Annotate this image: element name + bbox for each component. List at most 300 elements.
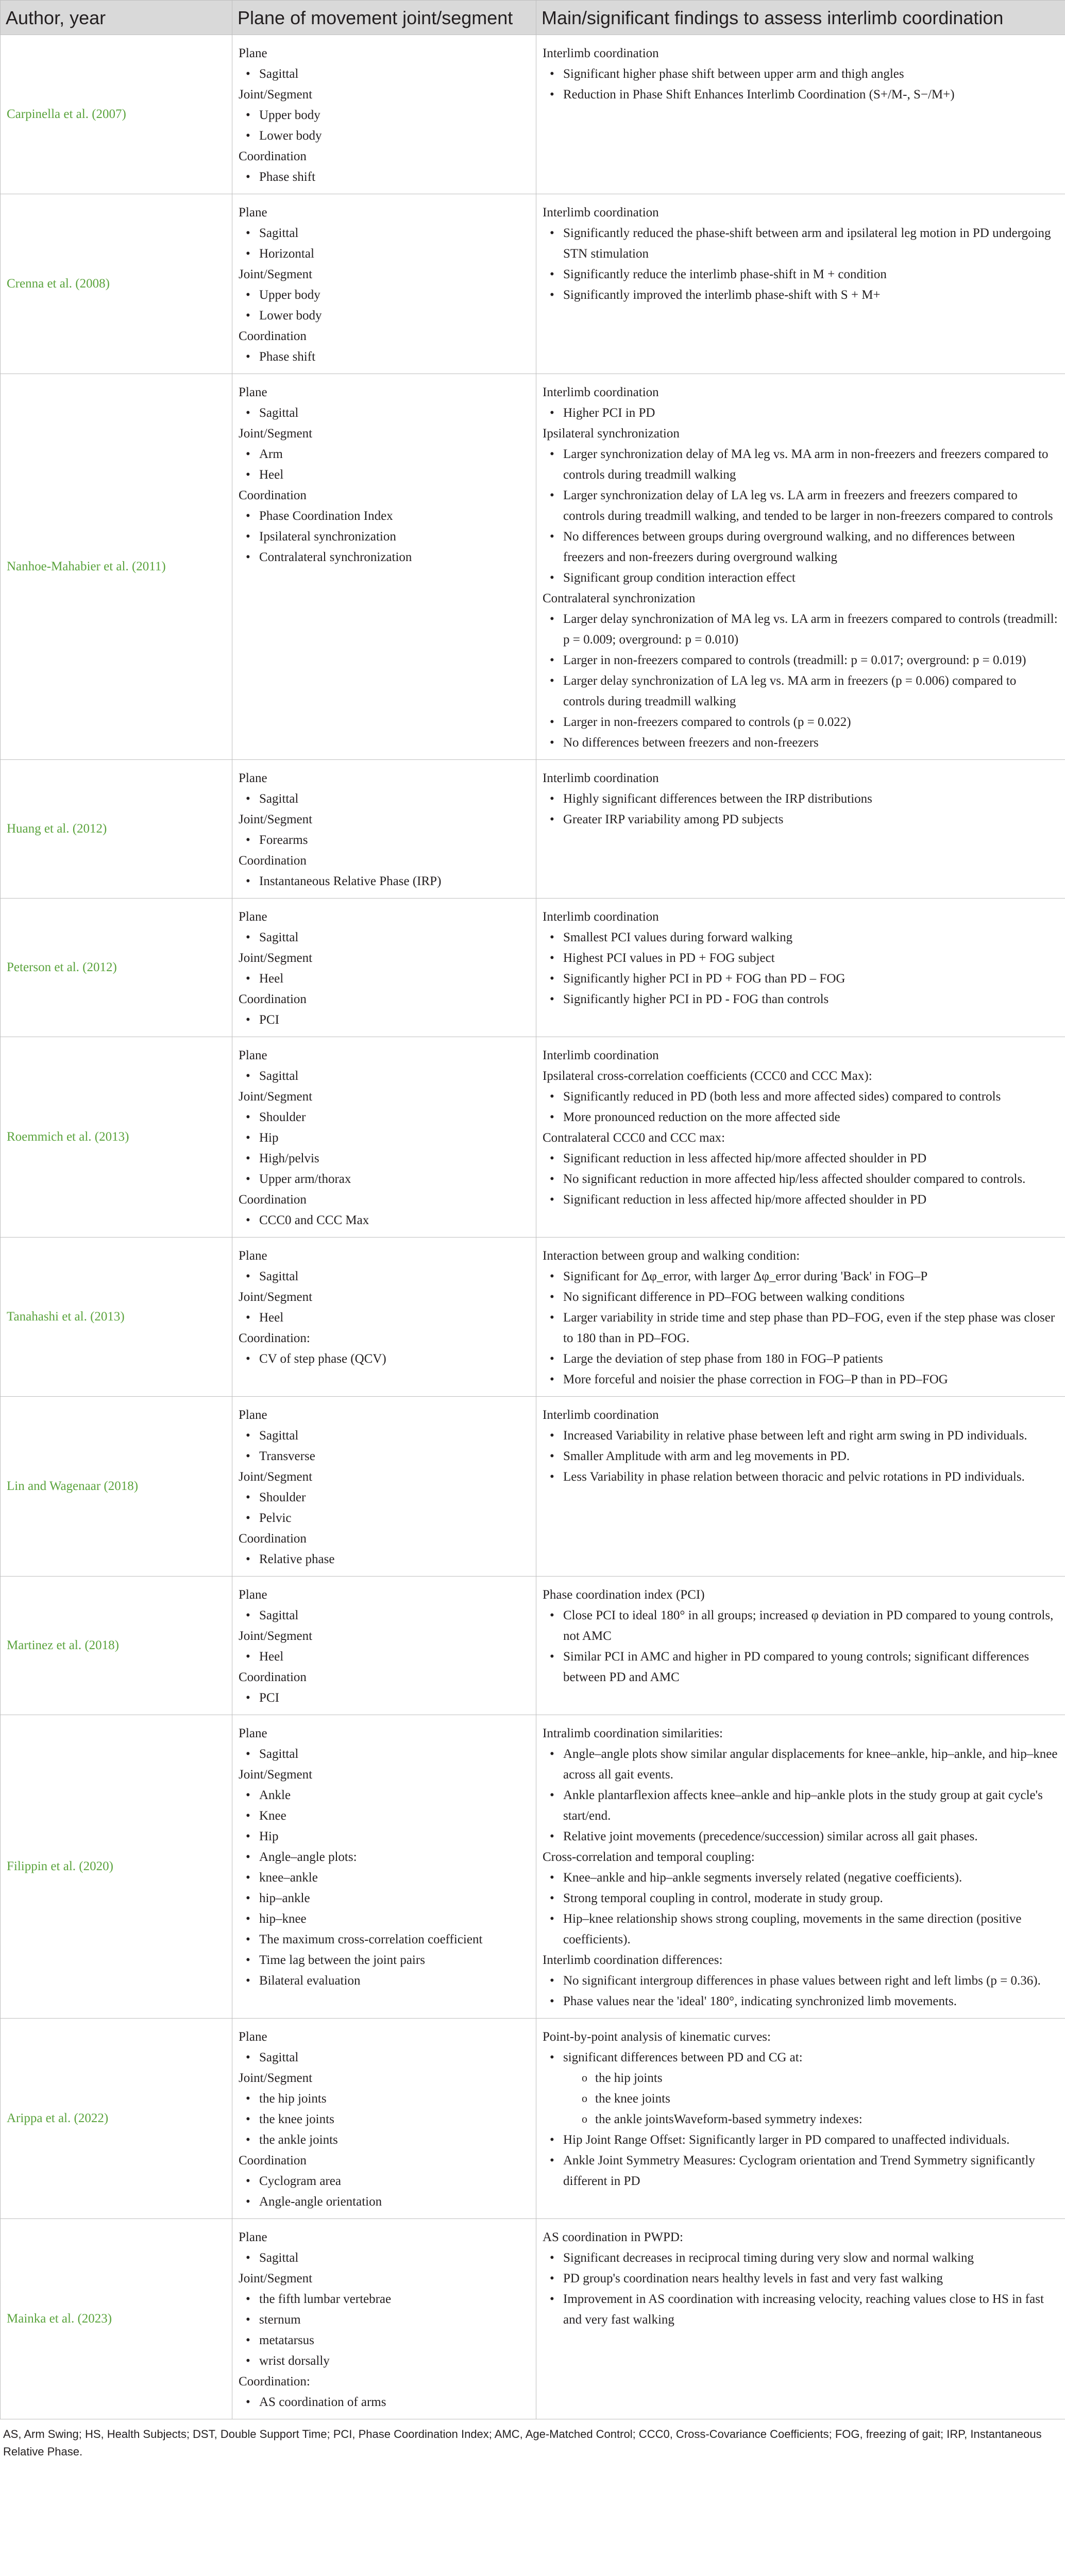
section-label <box>239 202 530 223</box>
list-item-text: • Significant group condition interaction effect <box>550 568 1059 588</box>
list-item-text: Coordination <box>239 854 307 868</box>
list-item-text: Joint/Segment <box>239 1629 313 1643</box>
list-item <box>239 1066 530 1087</box>
list-item <box>239 1107 530 1128</box>
section-label <box>239 1405 530 1426</box>
list-item-text: • Sagittal <box>246 403 530 423</box>
list-item-text: • Hip–knee relationship shows strong coupling, movements in the same direction (positive coefficients). <box>550 1909 1059 1950</box>
section-label <box>543 1723 1059 1744</box>
list-item <box>543 733 1059 753</box>
list-item <box>239 64 530 84</box>
list-item <box>543 927 1059 948</box>
section-label <box>543 2227 1059 2248</box>
section-label <box>239 1585 530 1605</box>
list-item-text: • Larger in non-freezers compared to controls (treadmill: p = 0.017; overground: p = 0.019) <box>550 650 1059 671</box>
list-item <box>543 84 1059 105</box>
list-item-text: • Upper arm/thorax <box>246 1169 530 1190</box>
list-item-text: Phase coordination index (PCI) <box>543 1588 705 1602</box>
list-item-text: • wrist dorsally <box>246 2351 530 2371</box>
findings-cell <box>536 374 1065 760</box>
plane-joint-cell <box>232 899 536 1037</box>
list-item-text: • the ankle joints <box>246 2130 530 2150</box>
list-item-text: • Contralateral synchronization <box>246 547 530 568</box>
list-item <box>239 223 530 244</box>
list-item-text: • Less Variability in phase relation between thoracic and pelvic rotations in PD individuals. <box>550 1467 1059 1487</box>
list-item <box>239 2248 530 2268</box>
list-item-text: • Phase values near the 'ideal' 180°, indicating synchronized limb movements. <box>550 1991 1059 2012</box>
list-item-text: Joint/Segment <box>239 1090 313 1104</box>
findings-cell <box>536 2019 1065 2219</box>
list-item <box>239 167 530 188</box>
list-item-text: • Ankle <box>246 1785 530 1806</box>
list-item <box>543 809 1059 830</box>
list-item <box>239 244 530 264</box>
sub-list-item <box>543 2089 1059 2109</box>
list-item <box>543 1266 1059 1287</box>
list-item <box>543 2150 1059 2192</box>
section-label <box>543 202 1059 223</box>
findings-cell <box>536 1715 1065 2019</box>
list-item-text: Cross-correlation and temporal coupling: <box>543 1850 755 1864</box>
list-item-text: Interlimb coordination <box>543 46 659 60</box>
list-item-text: Interlimb coordination <box>543 385 659 399</box>
list-item <box>239 2330 530 2351</box>
list-item-text: Joint/Segment <box>239 427 313 440</box>
list-item <box>239 2351 530 2371</box>
list-item-text: Plane <box>239 910 267 924</box>
plane-joint-cell <box>232 1715 536 2019</box>
list-item-text: • Angle–angle plots show similar angular displacements for knee–ankle, hip–ankle, and hip–knee across all gait events. <box>550 1744 1059 1785</box>
list-item <box>239 1888 530 1909</box>
list-item-text: • Lower body <box>246 306 530 326</box>
list-item-text: • Heel <box>246 1647 530 1667</box>
list-item-text: • Sagittal <box>246 1266 530 1287</box>
section-label <box>543 907 1059 927</box>
section-label <box>239 43 530 64</box>
list-item-text: • AS coordination of arms <box>246 2392 530 2413</box>
list-item-text: • Sagittal <box>246 1066 530 1087</box>
section-label <box>239 768 530 789</box>
list-item-text: Coordination <box>239 1670 307 1684</box>
list-item-text: • No significant intergroup differences in phase values between right and left limbs (p = 0.36). <box>550 1971 1059 1991</box>
list-item-text: • Ankle Joint Symmetry Measures: Cyclogram orientation and Trend Symmetry significantly different in PD <box>550 2150 1059 2192</box>
list-item <box>239 403 530 423</box>
section-label <box>239 2227 530 2248</box>
list-item <box>239 2192 530 2212</box>
list-item <box>239 2171 530 2192</box>
list-item <box>543 1647 1059 1688</box>
list-item-text: • knee–ankle <box>246 1868 530 1888</box>
list-item-text: • the fifth lumbar vertebrae <box>246 2289 530 2310</box>
list-item-text: • Reduction in Phase Shift Enhances Interlimb Coordination (S+/M-, S−/M+) <box>550 84 1059 105</box>
list-item-text: Joint/Segment <box>239 1290 313 1304</box>
list-item <box>543 1369 1059 1390</box>
section-label <box>239 264 530 285</box>
plane-joint-cell <box>232 2019 536 2219</box>
section-label <box>239 1529 530 1549</box>
list-item-text: • Significantly reduced in PD (both less and more affected sides) compared to controls <box>550 1087 1059 1107</box>
section-label <box>239 809 530 830</box>
list-item-text: • Forearms <box>246 830 530 851</box>
findings-cell <box>536 2219 1065 2419</box>
list-item-text: Joint/Segment <box>239 1768 313 1782</box>
list-item <box>239 105 530 126</box>
list-item <box>239 1210 530 1231</box>
author-year-cell[interactable]: Nanhoe-Mahabier et al. (2011) <box>1 374 232 760</box>
list-item-text: • PCI <box>246 1010 530 1030</box>
list-item-text: • the hip joints <box>246 2089 530 2109</box>
list-item-text: • Heel <box>246 465 530 485</box>
table-row <box>1 1238 1065 1397</box>
plane-joint-cell <box>232 1397 536 1577</box>
list-item <box>543 1826 1059 1847</box>
author-year-cell[interactable]: Carpinella et al. (2007) <box>1 35 232 194</box>
section-label <box>543 1950 1059 1971</box>
section-label <box>239 1246 530 1266</box>
list-item-text: • Strong temporal coupling in control, moderate in study group. <box>550 1888 1059 1909</box>
section-label <box>543 2027 1059 2047</box>
list-item-text: • Phase shift <box>246 167 530 188</box>
list-item-text: • Larger synchronization delay of LA leg vs. LA arm in freezers and freezers compared to controls during treadmill walking, and tended to be larger in non-freezers compared to controls <box>550 485 1059 527</box>
list-item-text: • Significant reduction in less affected hip/more affected shoulder in PD <box>550 1148 1059 1169</box>
findings-cell <box>536 1577 1065 1715</box>
list-item-text: • Larger in non-freezers compared to controls (p = 0.022) <box>550 712 1059 733</box>
list-item-text: • PD group's coordination nears healthy levels in fast and very fast walking <box>550 2268 1059 2289</box>
list-item-text: • Hip Joint Range Offset: Significantly larger in PD compared to unaffected individuals. <box>550 2130 1059 2150</box>
list-item <box>543 223 1059 264</box>
list-item <box>239 1128 530 1148</box>
list-item <box>543 1169 1059 1190</box>
header-author-year: Author, year <box>1 1 232 35</box>
table-row <box>1 2219 1065 2419</box>
list-item-text: • Smaller Amplitude with arm and leg movements in PD. <box>550 1446 1059 1467</box>
list-item-text: • metatarsus <box>246 2330 530 2351</box>
list-item-text: Coordination <box>239 1193 307 1207</box>
list-item-text: Plane <box>239 46 267 60</box>
list-item <box>239 2089 530 2109</box>
list-item <box>543 1467 1059 1487</box>
list-item-text: Contralateral synchronization <box>543 591 696 605</box>
list-item <box>239 1847 530 1868</box>
list-item-text: • Sagittal <box>246 789 530 809</box>
list-item <box>543 1991 1059 2012</box>
section-label <box>543 43 1059 64</box>
list-item-text: • Sagittal <box>246 223 530 244</box>
section-label <box>239 1287 530 1308</box>
list-item-text: Joint/Segment <box>239 267 313 281</box>
table-footnote: AS, Arm Swing; HS, Health Subjects; DST, Double Support Time; PCI, Phase Coordination Index; AMC, Age-Matched Control; CCC0, Cross-Covariance Coefficients; FOG, freezing of gait; IRP, Instantaneous Relative Phase. <box>3 2428 1042 2458</box>
list-item-text: • The maximum cross-correlation coefficient <box>246 1929 530 1950</box>
list-item-text: Interlimb coordination <box>543 1048 659 1062</box>
list-item-text: • Highest PCI values in PD + FOG subject <box>550 948 1059 969</box>
list-item <box>239 1426 530 1446</box>
author-year-cell[interactable]: Roemmich et al. (2013) <box>1 1037 232 1238</box>
section-label <box>239 1087 530 1107</box>
sub-list-item <box>543 2109 1059 2130</box>
list-item-text: • Sagittal <box>246 2248 530 2268</box>
plane-joint-cell <box>232 374 536 760</box>
list-item-text: • Increased Variability in relative phase between left and right arm swing in PD individuals. <box>550 1426 1059 1446</box>
list-item-text: Joint/Segment <box>239 1470 313 1484</box>
list-item-text: • Significantly reduce the interlimb phase-shift in M + condition <box>550 264 1059 285</box>
list-item <box>543 1744 1059 1785</box>
table-row <box>1 1715 1065 2019</box>
plane-joint-cell <box>232 1238 536 1397</box>
list-item-text: Plane <box>239 385 267 399</box>
list-item-text: • High/pelvis <box>246 1148 530 1169</box>
list-item-text: • Highly significant differences between the IRP distributions <box>550 789 1059 809</box>
author-year-cell[interactable]: Peterson et al. (2012) <box>1 899 232 1037</box>
section-label <box>543 588 1059 609</box>
list-item-text: • Improvement in AS coordination with increasing velocity, reaching values close to HS in fast and very fast walking <box>550 2289 1059 2330</box>
findings-cell <box>536 1037 1065 1238</box>
list-item-text: • CV of step phase (QCV) <box>246 1349 530 1369</box>
list-item-text: • Horizontal <box>246 244 530 264</box>
table-row <box>1 194 1065 374</box>
list-item <box>543 1107 1059 1128</box>
list-item-text: Coordination <box>239 488 307 502</box>
author-year-cell[interactable]: Tanahashi et al. (2013) <box>1 1238 232 1397</box>
list-item <box>239 547 530 568</box>
section-label <box>239 485 530 506</box>
list-item-text: Plane <box>239 1726 267 1740</box>
list-item-text: Joint/Segment <box>239 2071 313 2085</box>
list-item-text: • Knee–ankle and hip–ankle segments inversely related (negative coefficients). <box>550 1868 1059 1888</box>
list-item-text: • Large the deviation of step phase from 180 in FOG–P patients <box>550 1349 1059 1369</box>
section-label <box>239 2371 530 2392</box>
table-row <box>1 374 1065 760</box>
list-item-text: Intralimb coordination similarities: <box>543 1726 723 1740</box>
list-item <box>543 1308 1059 1349</box>
list-item <box>239 1868 530 1888</box>
list-item-text: • Shoulder <box>246 1107 530 1128</box>
section-label <box>543 1585 1059 1605</box>
list-item-text: • Greater IRP variability among PD subjects <box>550 809 1059 830</box>
list-item-text: • Phase shift <box>246 347 530 367</box>
list-item <box>543 444 1059 485</box>
findings-cell <box>536 194 1065 374</box>
list-item-text: Interlimb coordination differences: <box>543 1953 723 1967</box>
author-year-cell[interactable]: Mainka et al. (2023) <box>1 2219 232 2419</box>
section-label <box>239 382 530 403</box>
list-item-text: Plane <box>239 1408 267 1422</box>
list-item <box>239 126 530 146</box>
list-item <box>239 1806 530 1826</box>
list-item <box>543 1446 1059 1467</box>
list-item-text: Coordination: <box>239 2375 310 2388</box>
list-item-text: • Relative joint movements (precedence/succession) similar across all gait phases. <box>550 1826 1059 1847</box>
list-item <box>543 285 1059 306</box>
list-item-text: • CCC0 and CCC Max <box>246 1210 530 1231</box>
plane-joint-cell <box>232 760 536 899</box>
list-item-text: • No differences between freezers and non-freezers <box>550 733 1059 753</box>
list-item <box>239 527 530 547</box>
list-item <box>239 2047 530 2068</box>
list-item <box>543 264 1059 285</box>
list-item <box>543 2047 1059 2068</box>
section-label <box>239 146 530 167</box>
list-item-text: • Heel <box>246 969 530 989</box>
plane-joint-cell <box>232 194 536 374</box>
section-label <box>543 1405 1059 1426</box>
list-item-text: • Angle-angle orientation <box>246 2192 530 2212</box>
list-item-text: • Sagittal <box>246 927 530 948</box>
list-item <box>239 347 530 367</box>
section-label <box>239 1190 530 1210</box>
section-label <box>543 768 1059 789</box>
section-label <box>239 2068 530 2089</box>
section-label <box>543 1066 1059 1087</box>
list-item <box>239 1010 530 1030</box>
section-label <box>543 382 1059 403</box>
list-item <box>239 1508 530 1529</box>
list-item <box>239 1909 530 1929</box>
list-item-text: Plane <box>239 1048 267 1062</box>
author-year-cell[interactable]: Crenna et al. (2008) <box>1 194 232 374</box>
list-item-text: • Significantly higher PCI in PD - FOG than controls <box>550 989 1059 1010</box>
section-label <box>543 1847 1059 1868</box>
list-item-text: • No differences between groups during overground walking, and no differences between freezers and non-freezers during overground walking <box>550 527 1059 568</box>
table-row <box>1 35 1065 194</box>
list-item <box>239 2392 530 2413</box>
list-item <box>239 465 530 485</box>
list-item <box>239 2109 530 2130</box>
list-item <box>239 1688 530 1708</box>
findings-cell <box>536 760 1065 899</box>
list-item-text: Coordination <box>239 992 307 1006</box>
list-item <box>239 444 530 465</box>
author-year-cell[interactable]: Martinez et al. (2018) <box>1 1577 232 1715</box>
list-item <box>239 969 530 989</box>
list-item <box>239 506 530 527</box>
section-label <box>543 1246 1059 1266</box>
list-item-text: Coordination <box>239 149 307 163</box>
list-item-text: • More pronounced reduction on the more affected side <box>550 1107 1059 1128</box>
list-item <box>543 1426 1059 1446</box>
list-item <box>543 948 1059 969</box>
list-item-text: • Sagittal <box>246 64 530 84</box>
list-item-text: • Phase Coordination Index <box>246 506 530 527</box>
sub-list-item <box>543 2068 1059 2089</box>
author-year-cell[interactable]: Arippa et al. (2022) <box>1 2019 232 2219</box>
list-item-text: • Ankle plantarflexion affects knee–ankle and hip–ankle plots in the study group at gait cycle's start/end. <box>550 1785 1059 1826</box>
author-year-cell[interactable]: Filippin et al. (2020) <box>1 1715 232 2019</box>
list-item-text: Interlimb coordination <box>543 1408 659 1422</box>
author-year-cell[interactable]: Lin and Wagenaar (2018) <box>1 1397 232 1577</box>
list-item <box>239 1785 530 1806</box>
list-item <box>543 2130 1059 2150</box>
list-item-text: • Arm <box>246 444 530 465</box>
section-label <box>239 1723 530 1744</box>
list-item-text: • Instantaneous Relative Phase (IRP) <box>246 871 530 892</box>
list-item-text: • Hip <box>246 1826 530 1847</box>
list-item-text: • sternum <box>246 2310 530 2330</box>
list-item <box>239 2130 530 2150</box>
list-item <box>543 2289 1059 2330</box>
table-row <box>1 899 1065 1037</box>
list-item <box>239 1929 530 1950</box>
list-item <box>239 1349 530 1369</box>
table-row <box>1 1577 1065 1715</box>
list-item-text: o the knee joints <box>582 2089 1059 2109</box>
list-item <box>239 789 530 809</box>
table-row <box>1 1397 1065 1577</box>
table-row <box>1 760 1065 899</box>
list-item-text: Plane <box>239 2030 267 2044</box>
list-item <box>543 485 1059 527</box>
list-item-text: o the hip joints <box>582 2068 1059 2089</box>
author-year-cell[interactable]: Huang et al. (2012) <box>1 760 232 899</box>
list-item <box>543 403 1059 423</box>
list-item <box>543 1287 1059 1308</box>
list-item-text: • Significant decreases in reciprocal timing during very slow and normal walking <box>550 2248 1059 2268</box>
list-item <box>239 1826 530 1847</box>
list-item <box>239 927 530 948</box>
list-item-text: AS coordination in PWPD: <box>543 2230 683 2244</box>
plane-joint-cell <box>232 1037 536 1238</box>
list-item-text: Plane <box>239 206 267 219</box>
list-item <box>239 1647 530 1667</box>
list-item-text: • hip–ankle <box>246 1888 530 1909</box>
list-item-text: • Angle–angle plots: <box>246 1847 530 1868</box>
findings-cell <box>536 35 1065 194</box>
section-label <box>543 1045 1059 1066</box>
list-item-text: Plane <box>239 771 267 785</box>
list-item-text: Interlimb coordination <box>543 910 659 924</box>
section-label <box>543 423 1059 444</box>
list-item <box>239 285 530 306</box>
list-item-text: • the knee joints <box>246 2109 530 2130</box>
list-item-text: Coordination <box>239 329 307 343</box>
list-item-text: • Upper body <box>246 105 530 126</box>
list-item-text: Joint/Segment <box>239 88 313 101</box>
plane-joint-cell <box>232 35 536 194</box>
list-item-text: • Significant higher phase shift between upper arm and thigh angles <box>550 64 1059 84</box>
list-item-text: Joint/Segment <box>239 951 313 965</box>
list-item-text: • Significantly improved the interlimb phase-shift with S + M+ <box>550 285 1059 306</box>
list-item-text: • Shoulder <box>246 1487 530 1508</box>
list-item-text: Ipsilateral synchronization <box>543 427 680 440</box>
list-item-text: • Larger variability in stride time and step phase than PD–FOG, even if the step phase was closer to 180 than in PD–FOG. <box>550 1308 1059 1349</box>
findings-cell <box>536 1397 1065 1577</box>
list-item-text: • More forceful and noisier the phase correction in FOG–P than in PD–FOG <box>550 1369 1059 1390</box>
list-item-text: • PCI <box>246 1688 530 1708</box>
table-header <box>1 1 1065 35</box>
list-item-text: • No significant difference in PD–FOG between walking conditions <box>550 1287 1059 1308</box>
list-item-text: • hip–knee <box>246 1909 530 1929</box>
list-item <box>543 1909 1059 1950</box>
list-item-text: Interlimb coordination <box>543 771 659 785</box>
list-item-text: • Significant for Δφ_error, with larger Δφ_error during 'Back' in FOG–P <box>550 1266 1059 1287</box>
list-item-text: Point-by-point analysis of kinematic curves: <box>543 2030 771 2044</box>
list-item-text: Interlimb coordination <box>543 206 659 219</box>
header-plane-of-movement: Plane of movement joint/segment <box>232 1 536 35</box>
list-item-text: • Cyclogram area <box>246 2171 530 2192</box>
list-item-text: Plane <box>239 1588 267 1602</box>
list-item <box>543 527 1059 568</box>
list-item <box>543 989 1059 1010</box>
list-item-text: Interaction between group and walking condition: <box>543 1249 800 1263</box>
section-label <box>239 1328 530 1349</box>
list-item-text: • Similar PCI in AMC and higher in PD compared to young controls; significant differences between PD and AMC <box>550 1647 1059 1688</box>
list-item-text: • Sagittal <box>246 1744 530 1765</box>
list-item <box>543 1785 1059 1826</box>
list-item-text: • No significant reduction in more affected hip/less affected shoulder compared to controls. <box>550 1169 1059 1190</box>
list-item-text: • Pelvic <box>246 1508 530 1529</box>
list-item <box>543 609 1059 650</box>
list-item-text: Ipsilateral cross-correlation coefficients (CCC0 and CCC Max): <box>543 1069 872 1083</box>
plane-joint-cell <box>232 2219 536 2419</box>
